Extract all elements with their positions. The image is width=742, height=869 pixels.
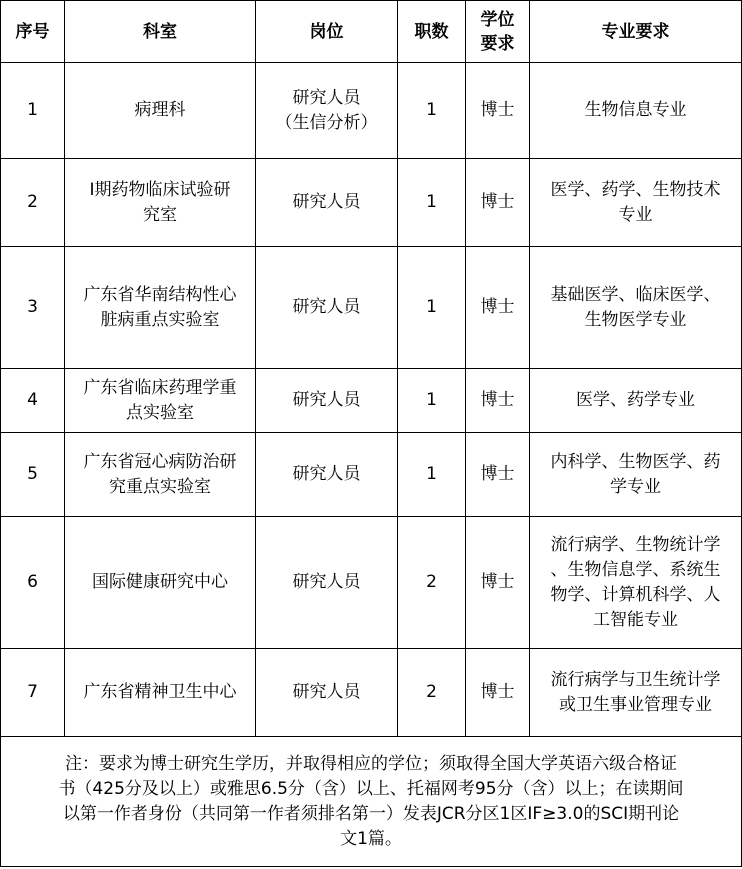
- cell-number: 5: [1, 433, 65, 517]
- note-text: 注：要求为博士研究生学历，并取得相应的学位；须取得全国大学英语六级合格证 书（425分及以上）或雅思6.5分（含）以上、托福网考95分（含）以上；在读期间 以第一作者身份（共同第一作者须排名第一）发表JCR分区1区IF≥3.0的SCI期刊论 文1篇。: [58, 753, 684, 849]
- cell-department: 病理科: [65, 63, 256, 159]
- table-row: [1, 63, 742, 159]
- cell-degree: 博士: [466, 247, 530, 369]
- header-row: [1, 1, 742, 63]
- header-cell: 序号: [1, 1, 65, 63]
- table-row: [1, 159, 742, 247]
- cell-count: 2: [398, 649, 466, 737]
- cell-count: 1: [398, 63, 466, 159]
- cell-degree: 博士: [466, 433, 530, 517]
- table-row: [1, 433, 742, 517]
- cell-department: I期药物临床试验研 究室: [65, 159, 256, 247]
- cell-position: 研究人员: [256, 649, 398, 737]
- table-row: [1, 247, 742, 369]
- cell-number: 2: [1, 159, 65, 247]
- cell-major: 基础医学、临床医学、 生物医学专业: [530, 247, 742, 369]
- cell-major: 内科学、生物医学、药 学专业: [530, 433, 742, 517]
- cell-major: 医学、药学专业: [530, 369, 742, 433]
- header-cell: 科室: [65, 1, 256, 63]
- cell-major: 生物信息专业: [530, 63, 742, 159]
- cell-position: 研究人员 （生信分析）: [256, 63, 398, 159]
- cell-department: 广东省华南结构性心 脏病重点实验室: [65, 247, 256, 369]
- cell-position: 研究人员: [256, 369, 398, 433]
- cell-major: 流行病学、生物统计学 、生物信息学、系统生 物学、计算机科学、人 工智能专业: [530, 517, 742, 649]
- cell-degree: 博士: [466, 649, 530, 737]
- cell-major: 医学、药学、生物技术 专业: [530, 159, 742, 247]
- cell-department: 广东省临床药理学重 点实验室: [65, 369, 256, 433]
- cell-number: 6: [1, 517, 65, 649]
- cell-department: 广东省精神卫生中心: [65, 649, 256, 737]
- cell-position: 研究人员: [256, 247, 398, 369]
- header-cell: 职数: [398, 1, 466, 63]
- cell-number: 7: [1, 649, 65, 737]
- cell-position: 研究人员: [256, 159, 398, 247]
- cell-count: 1: [398, 159, 466, 247]
- cell-count: 2: [398, 517, 466, 649]
- table-row: [1, 649, 742, 737]
- header-cell: 专业要求: [530, 1, 742, 63]
- cell-number: 1: [1, 63, 65, 159]
- cell-count: 1: [398, 433, 466, 517]
- note-cell: [1, 737, 742, 867]
- cell-degree: 博士: [466, 159, 530, 247]
- cell-count: 1: [398, 369, 466, 433]
- cell-department: 国际健康研究中心: [65, 517, 256, 649]
- cell-number: 4: [1, 369, 65, 433]
- cell-count: 1: [398, 247, 466, 369]
- cell-degree: 博士: [466, 369, 530, 433]
- cell-degree: 博士: [466, 63, 530, 159]
- table-row: [1, 369, 742, 433]
- cell-department: 广东省冠心病防治研 究重点实验室: [65, 433, 256, 517]
- table-row: [1, 517, 742, 649]
- header-cell: 岗位: [256, 1, 398, 63]
- cell-position: 研究人员: [256, 517, 398, 649]
- cell-number: 3: [1, 247, 65, 369]
- header-cell: 学位 要求: [466, 1, 530, 63]
- cell-position: 研究人员: [256, 433, 398, 517]
- cell-degree: 博士: [466, 517, 530, 649]
- cell-major: 流行病学与卫生统计学 或卫生事业管理专业: [530, 649, 742, 737]
- note-row: [1, 737, 742, 867]
